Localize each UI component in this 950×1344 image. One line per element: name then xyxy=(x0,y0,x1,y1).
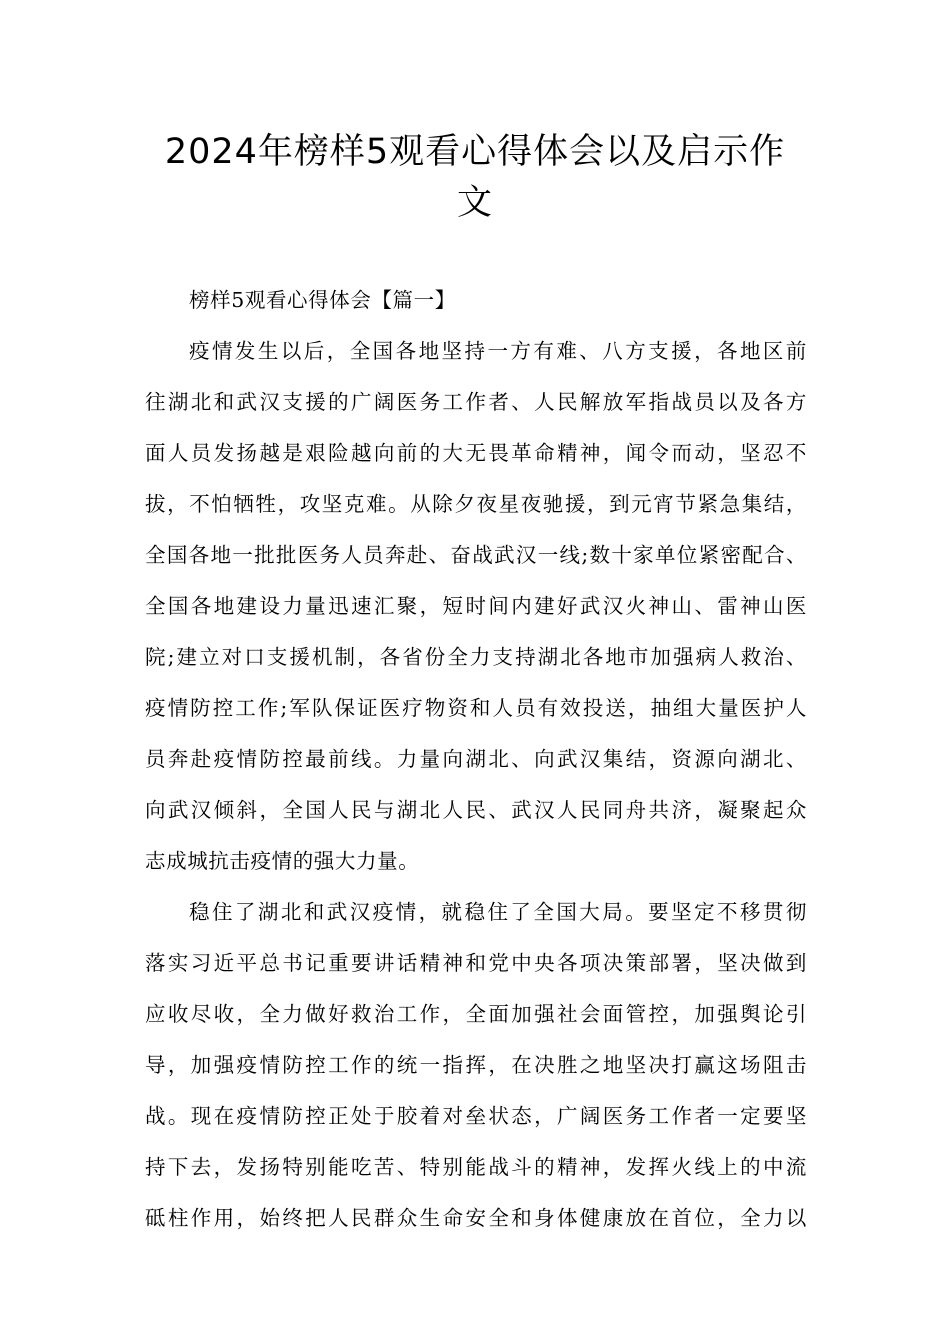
paragraph-line: 战。现在疫情防控正处于胶着对垒状态，广阔医务工作者一定要坚 xyxy=(145,1104,807,1128)
paragraph-line: 全国各地一批批医务人员奔赴、奋战武汉一线;数十家单位紧密配合、 xyxy=(145,543,807,567)
paragraph-line: 疫情防控工作;军队保证医疗物资和人员有效投送，抽组大量医护人 xyxy=(145,696,807,720)
paragraph-line: 向武汉倾斜，全国人民与湖北人民、武汉人民同舟共济，凝聚起众 xyxy=(145,798,807,822)
paragraph-1 xyxy=(145,332,807,893)
paragraph-line: 落实习近平总书记重要讲话精神和党中央各项决策部署，坚决做到 xyxy=(145,951,807,975)
paragraph-line: 往湖北和武汉支援的广阔医务工作者、人民解放军指战员以及各方 xyxy=(145,390,807,414)
title-line-2: 文 xyxy=(456,183,493,223)
paragraph-line: 应收尽收，全力做好救治工作，全面加强社会面管控，加强舆论引 xyxy=(145,1002,807,1026)
paragraph-line: 导，加强疫情防控工作的统一指挥，在决胜之地坚决打赢这场阻击 xyxy=(145,1053,807,1077)
title-line-1: 2024年榜样5观看心得体会以及启示作 xyxy=(164,132,786,172)
paragraph-line: 疫情发生以后，全国各地坚持一方有难、八方支援，各地区前 xyxy=(189,339,807,363)
paragraph-line: 院;建立对口支援机制，各省份全力支持湖北各地市加强病人救治、 xyxy=(145,645,807,669)
paragraph-line: 面人员发扬越是艰险越向前的大无畏革命精神，闻令而动，坚忍不 xyxy=(145,441,807,465)
section-heading: 榜样5观看心得体会【篇一】 xyxy=(189,288,456,312)
paragraph-line: 砥柱作用，始终把人民群众生命安全和身体健康放在首位，全力以 xyxy=(145,1206,807,1230)
paragraph-2 xyxy=(145,893,807,1250)
paragraph-line: 拔，不怕牺牲，攻坚克难。从除夕夜星夜驰援，到元宵节紧急集结， xyxy=(145,492,807,516)
document-body xyxy=(145,281,807,1250)
paragraph-line: 稳住了湖北和武汉疫情，就稳住了全国大局。要坚定不移贯彻 xyxy=(189,900,807,924)
paragraph-line: 持下去，发扬特别能吃苦、特别能战斗的精神，发挥火线上的中流 xyxy=(145,1155,807,1179)
paragraph-line: 员奔赴疫情防控最前线。力量向湖北、向武汉集结，资源向湖北、 xyxy=(145,747,807,771)
paragraph-line: 志成城抗击疫情的强大力量。 xyxy=(145,849,420,873)
paragraph-line: 全国各地建设力量迅速汇聚，短时间内建好武汉火神山、雷神山医 xyxy=(145,594,807,618)
document-title xyxy=(120,127,830,229)
